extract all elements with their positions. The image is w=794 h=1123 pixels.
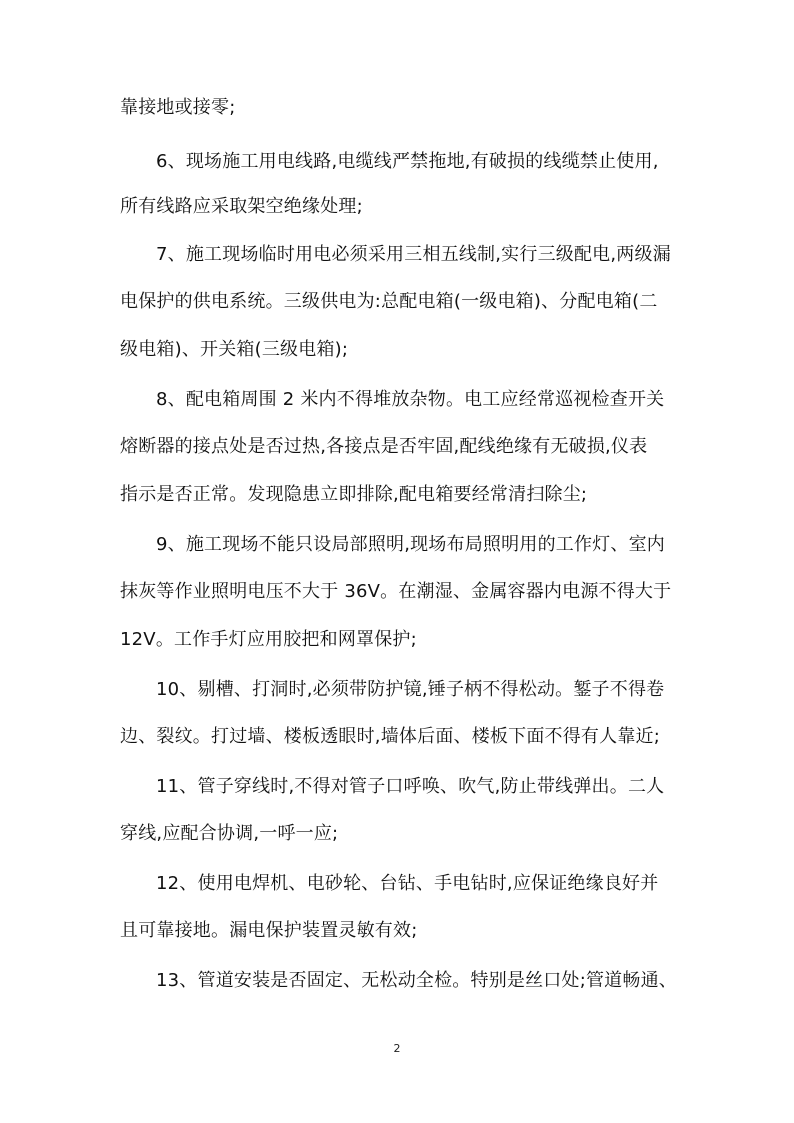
text-line: 边、裂纹。打过墙、楼板透眼时,墙体后面、楼板下面不得有人靠近; [120, 726, 660, 747]
text-line: 12V。工作手灯应用胶把和网罩保护; [120, 629, 417, 650]
text-line: 电保护的供电系统。三级供电为:总配电箱(一级电箱)、分配电箱(二 [120, 291, 658, 312]
text-line: 9、施工现场不能只设局部照明,现场布局照明用的工作灯、室内 [156, 534, 665, 555]
text-line: 抹灰等作业照明电压不大于 36V。在潮湿、金属容器内电源不得大于 [120, 581, 672, 602]
text-line: 所有线路应采取架空绝缘处理; [120, 196, 363, 217]
page-number: 2 [393, 1042, 401, 1055]
text-line: 12、使用电焊机、电砂轮、台钻、手电钻时,应保证绝缘良好并 [156, 873, 659, 894]
text-line: 13、管道安装是否固定、无松动全检。特别是丝口处;管道畅通、 [156, 970, 677, 991]
text-line: 8、配电箱周围 2 米内不得堆放杂物。电工应经常巡视检查开关 [156, 389, 665, 410]
text-line: 级电箱)、开关箱(三级电箱); [120, 339, 349, 360]
text-line: 10、剔槽、打洞时,必须带防护镜,锤子柄不得松动。錾子不得卷 [156, 679, 665, 700]
text-line: 6、现场施工用电线路,电缆线严禁拖地,有破损的线缆禁止使用, [156, 151, 659, 172]
text-line: 靠接地或接零; [120, 97, 236, 118]
text-line: 7、施工现场临时用电必须采用三相五线制,实行三级配电,两级漏 [156, 244, 671, 265]
text-line: 且可靠接地。漏电保护装置灵敏有效; [120, 920, 418, 941]
text-line: 11、管子穿线时,不得对管子口呼唤、吹气,防止带线弹出。二人 [156, 776, 665, 797]
text-line: 指示是否正常。发现隐患立即排除,配电箱要经常清扫除尘; [120, 484, 588, 505]
text-line: 熔断器的接点处是否过热,各接点是否牢固,配线绝缘有无破损,仪表 [120, 436, 648, 457]
text-line: 穿线,应配合协调,一呼一应; [120, 823, 339, 844]
